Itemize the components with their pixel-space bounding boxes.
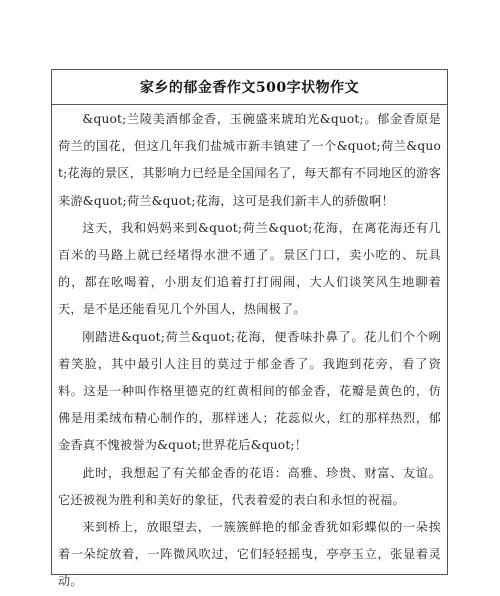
essay-title: 家乡的郁金香作文500字状物作文 <box>52 70 447 105</box>
essay-table <box>51 69 448 589</box>
essay-paragraph-4: 此时，我想起了有关郁金香的花语：高雅、珍贵、财富、友谊。它还被视为胜利和美好的象征，代表着爱的表白和永恒的祝福。 <box>58 465 441 507</box>
essay-paragraph-3: 刚踏进&quot;荷兰&quot;花海，便香味扑鼻了。花儿们个个咧着笑脸，其中最引人注目的莫过于郁金香了。我跑到花旁，看了资料。这是一种叫作格里德克的红黄相间的郁金香，花瓣是黄色的，仿佛是用柔绒布精心制作的，那样迷人；花蕊似火，红的那样热烈，郁金香真不愧被誉为&quot;世界花后&quot;！ <box>58 329 441 453</box>
essay-body <box>52 106 447 596</box>
essay-paragraph-1: &quot;兰陵美酒郁金香，玉碗盛来琥珀光&quot;。郁金香原是荷兰的国花，但这几年我们盐城市新丰镇建了一个&quot;荷兰&quot;花海的景区，其影响力已经是全国闻名了，每天都有不同地区的游客来游&quot;荷兰&quot;花海，这可是我们新丰人的骄傲啊！ <box>58 112 441 208</box>
essay-paragraph-5: 来到桥上，放眼望去，一簇簇鲜艳的郁金香犹如彩蝶似的一朵挨着一朵绽放着，一阵微风吹过，它们轻轻摇曳，亭亭玉立，张显着灵动。 <box>58 520 441 589</box>
essay-paragraph-2: 这天，我和妈妈来到&quot;荷兰&quot;花海，在离花海还有几百米的马路上就已经堵得水泄不通了。景区门口，卖小吃的、玩具的，都在吆喝着，小朋友们追着打打闹闹，大人们谈笑风生地聊着天，是不是还能看见几个外国人，热闹极了。 <box>58 220 441 317</box>
